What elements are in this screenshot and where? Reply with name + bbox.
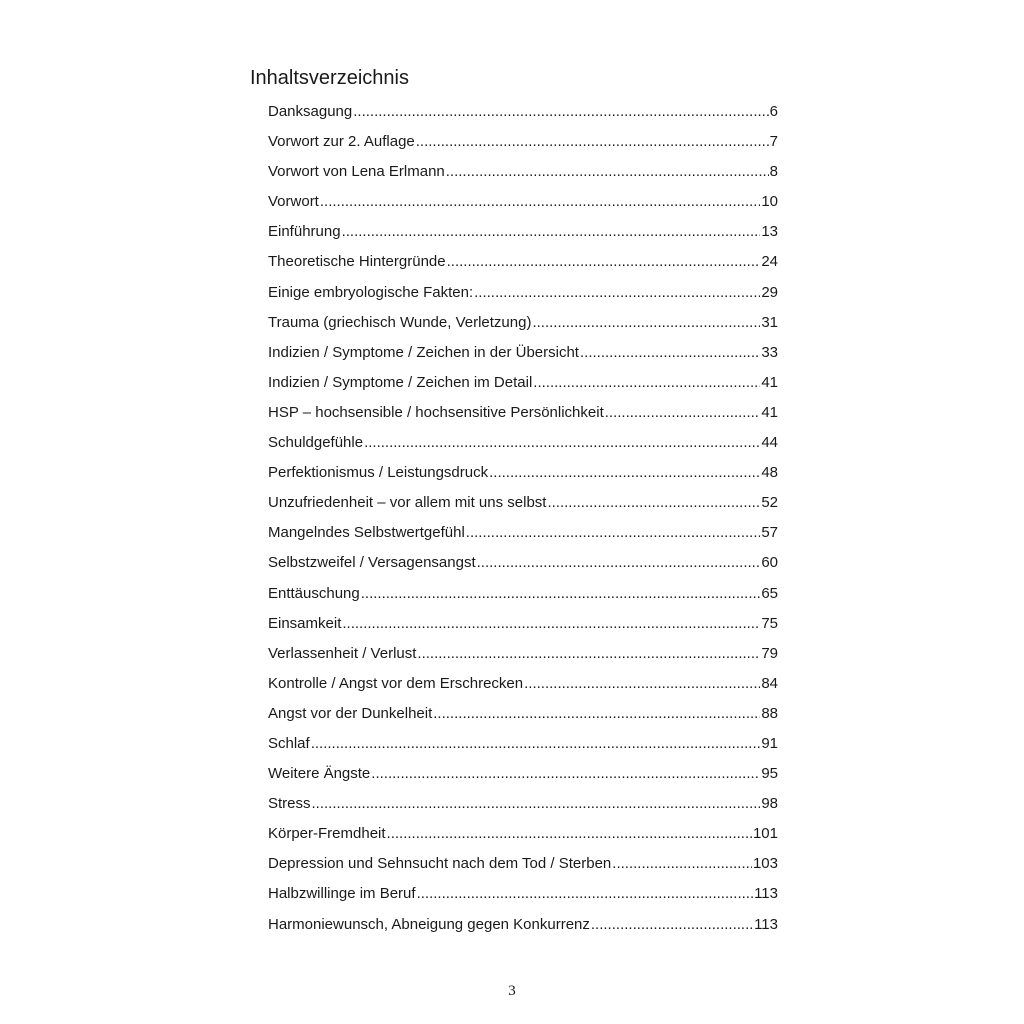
toc-entry-page: 8 [769,163,778,181]
toc-entry-title: Depression und Sehnsucht nach dem Tod / Sterben [268,855,612,873]
toc-entry[interactable] [268,398,778,428]
toc-heading: Inhaltsverzeichnis [250,67,409,89]
toc-entry-title: Kontrolle / Angst vor dem Erschrecken [268,674,524,692]
toc-leader [591,910,753,940]
toc-leader [311,729,761,759]
toc-entry[interactable] [268,127,778,157]
toc-entry-page: 7 [769,133,778,151]
toc-entry-title: Unzufriedenheit – vor allem mit uns selbst [268,494,547,512]
toc-entry-title: Körper-Fremdheit [268,825,386,843]
toc-entry-title: Vorwort von Lena Erlmann [268,163,445,181]
toc-entry-title: Trauma (griechisch Wunde, Verletzung) [268,313,532,331]
toc-entry-title: Schlaf [268,734,310,752]
toc-leader [532,308,760,338]
toc-entry[interactable] [268,910,778,940]
toc-entry-title: Einsamkeit [268,614,342,632]
toc-entry-title: Schuldgefühle [268,434,364,452]
toc-entry-page: 95 [761,765,778,783]
toc-entry-title: Selbstzweifel / Versagensangst [268,554,476,572]
toc-entry-title: Einige embryologische Fakten: [268,283,474,301]
toc-entry[interactable] [268,759,778,789]
toc-entry-title: Vorwort zur 2. Auflage [268,133,415,151]
toc-entry[interactable] [268,278,778,308]
toc-leader [580,338,760,368]
toc-entry-page: 98 [761,795,778,813]
toc-entry[interactable] [268,789,778,819]
toc-entry-title: Weitere Ängste [268,765,371,783]
toc-entry[interactable] [268,247,778,277]
toc-entry-page: 79 [761,644,778,662]
toc-leader [371,759,760,789]
toc-entry-page: 103 [752,855,778,873]
toc-entry-page: 24 [761,253,778,271]
toc-entry-page: 65 [761,584,778,602]
toc-entry-page: 10 [761,193,778,211]
toc-entry-title: Einführung [268,223,341,241]
toc-entry-page: 60 [761,554,778,572]
toc-leader [474,278,760,308]
toc-entry[interactable] [268,488,778,518]
toc-entry-page: 113 [754,885,778,903]
toc-leader [547,488,760,518]
toc-entry-page: 41 [761,373,778,391]
toc-entry[interactable] [268,518,778,548]
toc-entry[interactable] [268,458,778,488]
toc-entry-title: HSP – hochsensible / hochsensitive Persönlichkeit [268,403,604,421]
toc-entry-title: Danksagung [268,103,353,120]
toc-entry[interactable] [268,548,778,578]
toc-leader [524,669,760,699]
toc-entry-title: Angst vor der Dunkelheit [268,704,433,722]
toc-entry[interactable] [268,308,778,338]
toc-entry-page: 88 [761,704,778,722]
toc-entry-title: Enttäuschung [268,584,360,602]
toc-leader [477,548,761,578]
toc-entry-title: Perfektionismus / Leistungsdruck [268,464,489,482]
toc-entry-page: 91 [761,734,778,752]
toc-leader [489,458,760,488]
toc-entry[interactable] [268,187,778,217]
toc-entry-title: Indizien / Symptome / Zeichen in der Übersicht [268,343,579,361]
toc-leader [320,187,760,217]
toc-leader [342,609,760,639]
toc-entry[interactable] [268,849,778,879]
toc-leader [417,639,760,669]
toc-entry-title: Harmoniewunsch, Abneigung gegen Konkurrenz [268,915,590,933]
toc-leader [446,157,769,187]
toc-leader [433,699,760,729]
toc-leader [416,127,769,157]
toc-entry-page: 101 [752,825,778,843]
toc-entry-page: 41 [761,403,778,421]
toc-leader [533,368,760,398]
toc-entry[interactable] [268,729,778,759]
toc-entry[interactable] [268,879,778,909]
toc-entry-page: 33 [761,343,778,361]
toc-leader [364,428,760,458]
toc-entry[interactable] [268,669,778,699]
toc-leader [612,849,752,879]
toc-leader [447,247,761,277]
toc-entry[interactable] [268,819,778,849]
toc-entry-page: 75 [761,614,778,632]
toc-entry[interactable] [268,368,778,398]
toc-leader [387,819,752,849]
toc-entry-title: Verlassenheit / Verlust [268,644,417,662]
toc-entry[interactable] [268,609,778,639]
toc-entry-title: Mangelndes Selbstwertgefühl [268,524,465,542]
toc-entry-page: 113 [754,915,778,933]
toc-entry-page: 6 [769,103,778,120]
toc-leader [417,879,754,909]
toc-entry-title: Vorwort [268,193,319,211]
toc-entry-page: 13 [761,223,778,241]
toc-entry[interactable] [268,639,778,669]
toc-leader [342,217,761,247]
toc-leader [361,579,761,609]
toc-entry[interactable] [268,428,778,458]
toc-leader [312,789,761,819]
toc-entry[interactable] [268,217,778,247]
toc-entry[interactable] [268,157,778,187]
toc-entry-page: 84 [761,674,778,692]
toc-entry[interactable] [268,699,778,729]
toc-entry-page: 29 [761,283,778,301]
toc-entry-title: Halbzwillinge im Beruf [268,885,416,903]
toc-leader [466,518,761,548]
toc-leader [605,398,761,428]
toc-entry-page: 44 [761,434,778,452]
toc-entry-title: Theoretische Hintergründe [268,253,446,271]
toc-entry-title: Indizien / Symptome / Zeichen im Detail [268,373,533,391]
toc-entry[interactable] [268,579,778,609]
toc-entry-title: Stress [268,795,311,813]
toc-list [268,97,778,940]
toc-entry[interactable] [268,97,778,127]
toc-entry[interactable] [268,338,778,368]
toc-entry-page: 57 [761,524,778,542]
page-number: 3 [508,983,516,999]
toc-entry-page: 52 [761,494,778,512]
toc-entry-page: 31 [761,313,778,331]
toc-leader [353,97,768,127]
toc-entry-page: 48 [761,464,778,482]
